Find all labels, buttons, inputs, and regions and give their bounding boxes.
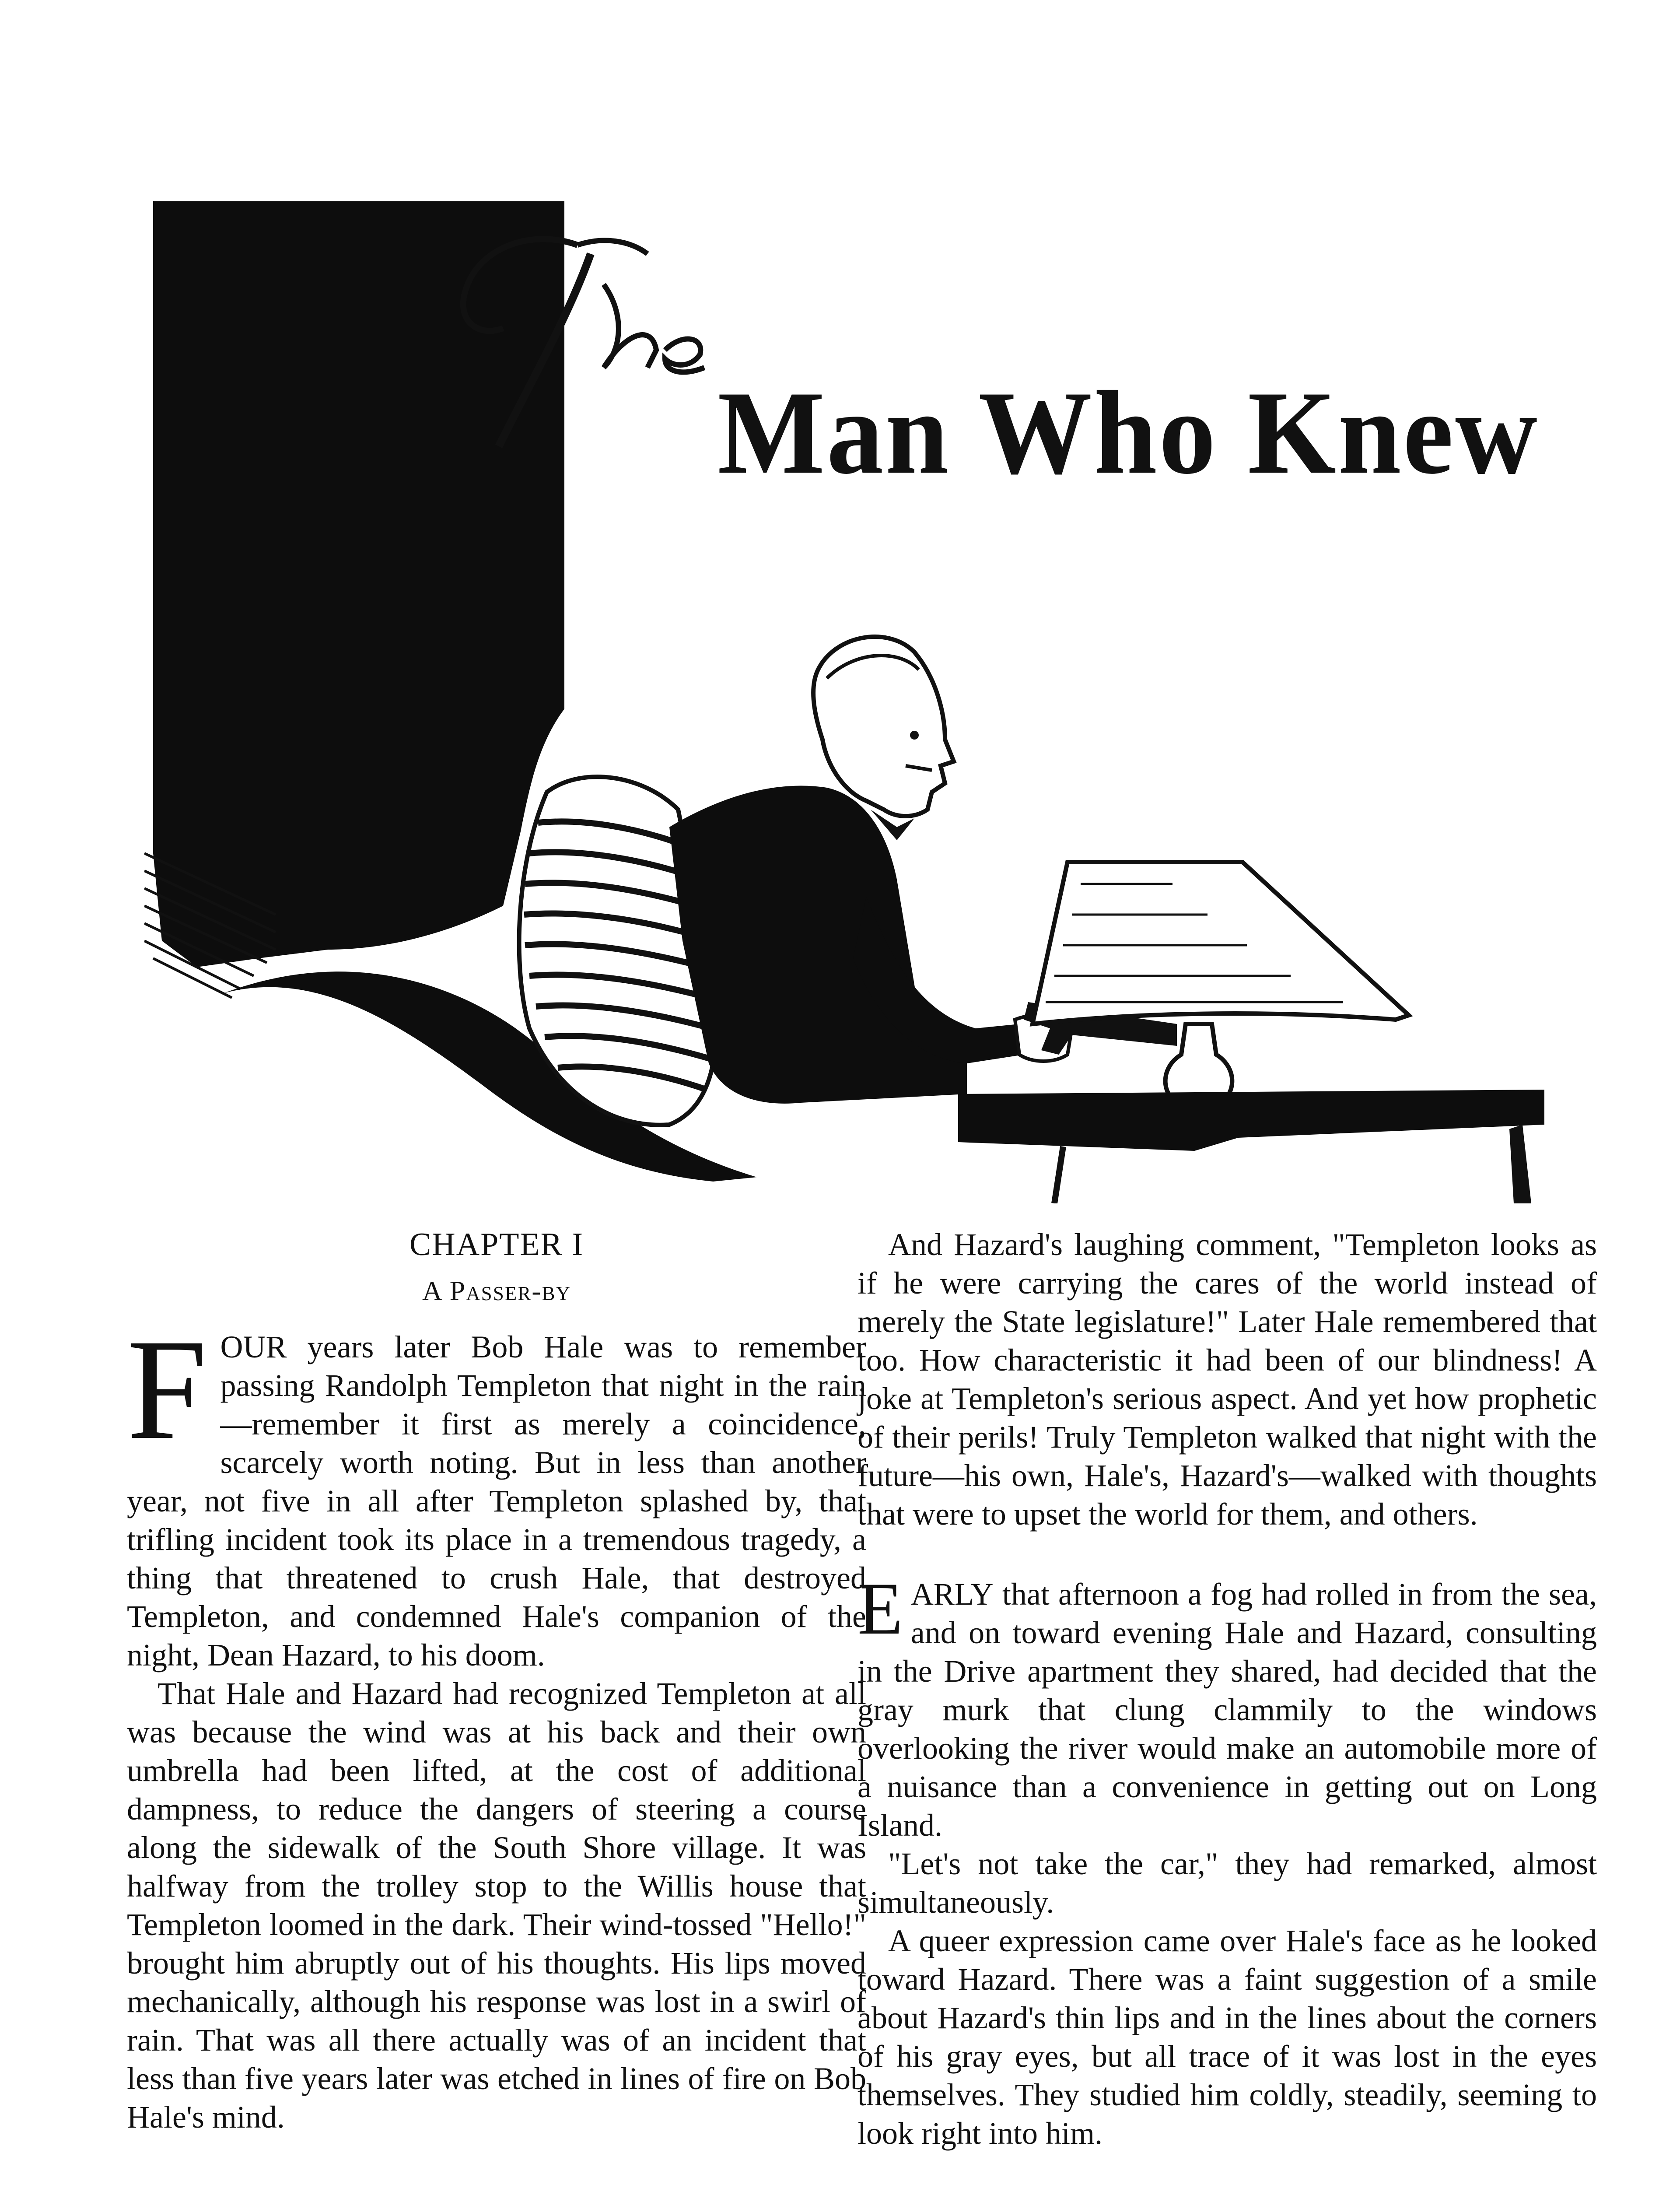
lead-word: ARLY (910, 1577, 994, 1612)
paragraph: "Let's not take the car," they had remarked, almost simultaneously. (858, 1846, 1597, 1920)
paragraph: A queer expression came over Hale's face as he looked toward Hazard. There was a faint suggestion of a smile about Hazard's thin lips and in the lines about the corners of his gray eyes, but all trace of it was lost in the eyes themselves. They studied him coldly, steadily, seeming to look right into him. (858, 1923, 1597, 2151)
paragraph: And Hazard's laughing comment, "Templeton looks as if he were carrying the cares of the world instead of merely the State legislature!" Later Hale remembered that too. How characteristic it had been of our blindness! A joke at Templeton's serious aspect. And yet how prophetic of their perils! Truly Templeton walked that night with the future—his own, Hale's, Hazard's—walked with thoughts that were to upset the world for them, and others. (858, 1227, 1597, 1532)
title-main: Man Who Knew (718, 366, 1539, 499)
text-column-left (127, 1225, 866, 2136)
paragraph (858, 1567, 1597, 1844)
paragraph (127, 1310, 866, 1674)
paragraph: That Hale and Hazard had recognized Templeton at all was because the wind was at his back and their own umbrella had been lifted, at the cost of additional dampness, to reduce the dangers of steering a course along the sidewalk of the South Shore village. It was halfway from the trolley stop to the Willis house that Templeton loomed in the dark. Their wind-tossed "Hello!" brought him abruptly out of his thoughts. His lips moved mechanically, although his response was lost in a swirl of rain. That was all there actually was of an incident that less than five years later was etched in lines of fire on Bob Hale's mind. (127, 1676, 866, 2135)
man-suit (669, 786, 967, 1104)
table (958, 1090, 1544, 1151)
lead-word: OUR (220, 1329, 287, 1364)
chapter-heading: CHAPTER I (409, 1227, 584, 1262)
illustration-man-with-lamp (144, 197, 1544, 1203)
drop-cap: F (127, 1310, 207, 1469)
section-break (858, 1533, 1597, 1575)
paragraph-text: that afternoon a fog had rolled in from the sea, and on toward evening Hale and Hazard, consulting in the Drive apartment they shared, had decided that the gray murk that clung clammily to the windows overlooking the river would make an automobile more of a nuisance than a convenience in getting out on Long Island. (858, 1577, 1597, 1843)
title-the-script (420, 219, 726, 464)
text-column-right (858, 1225, 1597, 2153)
lamp-shade (1032, 862, 1409, 1024)
man-head (813, 637, 954, 816)
chapter-subtitle: A Passer-by (422, 1275, 571, 1306)
paragraph-text: years later Bob Hale was to remember passing Randolph Templeton that night in the rain—remember it first as merely a coincidence, scarcely worth noting. But in less than another year, not five in all after Templeton splashed by, that trifling incident took its place in a tremendous tragedy, a thing that threatened to crush Hale, that destroyed Templeton, and condemned Hale's companion of the night, Dean Hazard, to his doom. (127, 1329, 866, 1673)
drop-cap: E (858, 1567, 903, 1650)
